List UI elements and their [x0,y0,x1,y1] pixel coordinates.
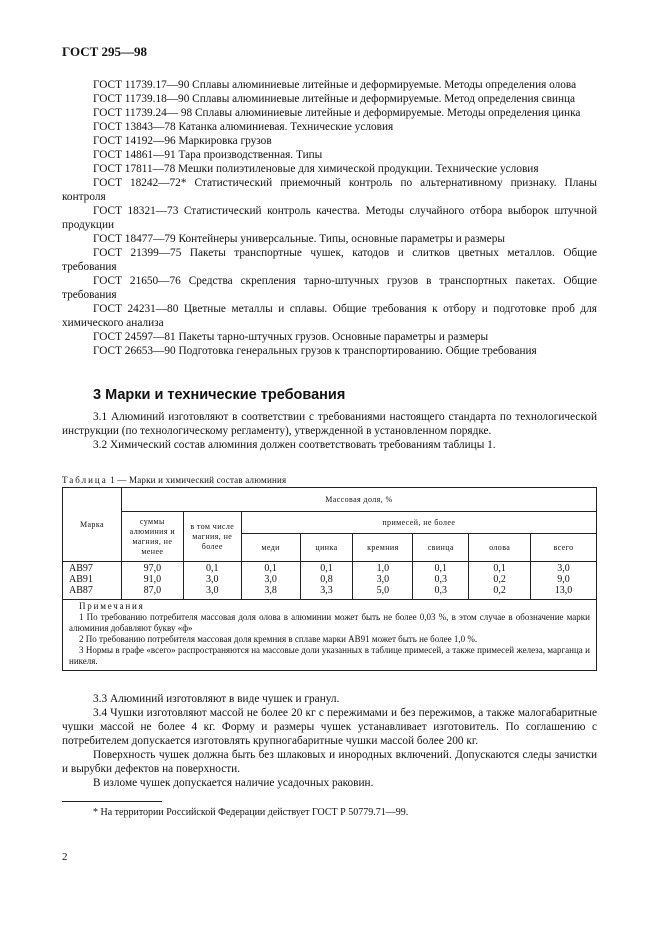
paragraph-surface: Поверхность чушек должна быть без шлаковых и инородных включений. Допускаются следы зачистки и вырубки дефектов на поверхности. [62,749,597,775]
header-sum-al-mg: суммы алюминия и магния, не менее [121,512,183,562]
cell-total: 3,0 9,0 13,0 [531,562,597,600]
cell-zn: 0,1 0,8 3,3 [300,562,353,600]
reference-item: ГОСТ 17811—78 Мешки полиэтиленовые для химической продукции. Технические условия [93,163,539,175]
cell-pb: 0,1 0,3 0,3 [413,562,469,600]
table-notes [63,600,597,671]
reference-item: ГОСТ 18477—79 Контейнеры универсальные. Типы, основные параметры и размеры [93,233,505,245]
section-body-continued [62,692,597,790]
reference-item: ГОСТ 21399—75 Пакеты транспортные чушек, катодов и слитков цветных металлов. Общие требования [62,247,597,273]
reference-item: ГОСТ 14192—96 Маркировка грузов [93,135,272,147]
cell-mg: 0,1 3,0 3,0 [183,562,241,600]
footnote: * На территории Российской Федерации действует ГОСТ Р 50779.71—99. [93,807,409,818]
reference-item: ГОСТ 14861—91 Тара производственная. Типы [93,149,323,161]
reference-item: ГОСТ 18321—73 Статистический контроль качества. Методы случайного отбора выборок штучной продукции [62,205,597,231]
cell-sn: 0,1 0,2 0,2 [469,562,531,600]
header-sn: олова [469,534,531,562]
cell-cu: 0,1 3,0 3,8 [241,562,300,600]
header-pb: свинца [413,534,469,562]
page-header: ГОСТ 295—98 [62,44,148,59]
header-total: всего [531,534,597,562]
cell-si: 1,0 3,0 5,0 [353,562,413,600]
reference-item: ГОСТ 26653—90 Подготовка генеральных грузов к транспортированию. Общие требования [93,345,537,357]
reference-item: ГОСТ 11739.18—90 Сплавы алюминиевые литейные и деформируемые. Метод определения свинца [93,93,576,105]
section-body [62,410,597,452]
paragraph-3-1: 3.1 Алюминий изготовляют в соответствии с требованиями настоящего стандарта по технологической инструкции (по технологическому регламенту), утвержденной в установленном порядке. [62,411,597,437]
page-number: 2 [62,851,68,863]
header-zn: цинка [300,534,353,562]
header-impurities: примесей, не более [241,512,596,534]
normative-references-list [62,78,597,358]
header-si: кремния [353,534,413,562]
composition-table [62,487,597,671]
note-item: 3 Нормы в графе «всего» распространяются на массовые доли указанных в таблице примесей, а также примесей железа, марганца и никеля. [69,645,590,666]
reference-item: ГОСТ 11739.24— 98 Сплавы алюминиевые литейные и деформируемые. Методы определения цинка [93,107,581,119]
header-mass-fraction: Массовая доля, % [121,488,596,512]
paragraph-3-3: 3.3 Алюминий изготовляют в виде чушек и гранул. [93,693,340,705]
reference-item: ГОСТ 13843—78 Катанка алюминиевая. Технические условия [93,121,394,133]
footnote-divider [62,801,162,802]
cell-sum: 97,0 91,0 87,0 [121,562,183,600]
header-grade: Марка [63,488,122,562]
table-caption-text: 1 — Марки и химический состав алюминия [110,475,287,485]
paragraph-fracture: В изломе чушек допускается наличие усадочных раковин. [93,777,374,789]
reference-item: ГОСТ 21650—76 Средства скрепления тарно-штучных грузов в транспортных пакетах. Общие требования [62,275,597,301]
reference-item: ГОСТ 18242—72* Статистический приемочный контроль по альтернативному признаку. Планы контроля [62,177,597,203]
paragraph-3-4: 3.4 Чушки изготовляют массой не более 20 кг с пережимами и без пережимов, а также малогабаритные чушки массой не более 4 кг. Форму и размеры чушек устанавливает изготовитель. По соглашению с потребителем допускается изготовлять крупногабаритные чушки массой более 200 кг. [62,707,597,747]
note-item: 1 По требованию потребителя массовая доля олова в алюминии может быть не более 0,03 %, в этом случае в обозначение марки алюминия добавляют букву «ф» [69,612,590,633]
header-mg: в том числе магния, не более [183,512,241,562]
reference-item: ГОСТ 24231—80 Цветные металлы и сплавы. Общие требования к отбору и подготовке проб для химического анализа [62,303,597,329]
section-title: 3 Марки и технические требования [93,387,346,403]
note-item: 2 По требованию потребителя массовая доля кремния в сплаве марки АВ91 может быть не более 1,0 %. [79,634,478,644]
notes-title: Примечания [79,601,145,611]
paragraph-3-2: 3.2 Химический состав алюминия должен соответствовать требованиям таблицы 1. [93,439,496,451]
table-caption [62,475,286,485]
table-caption-prefix: Таблица [62,475,108,485]
header-cu: меди [241,534,300,562]
cell-grades: АВ97 АВ91 АВ87 [63,562,122,600]
reference-item: ГОСТ 24597—81 Пакеты тарно-штучных грузов. Основные параметры и размеры [93,331,489,343]
reference-item: ГОСТ 11739.17—90 Сплавы алюминиевые литейные и деформируемые. Методы определения олова [93,79,577,91]
